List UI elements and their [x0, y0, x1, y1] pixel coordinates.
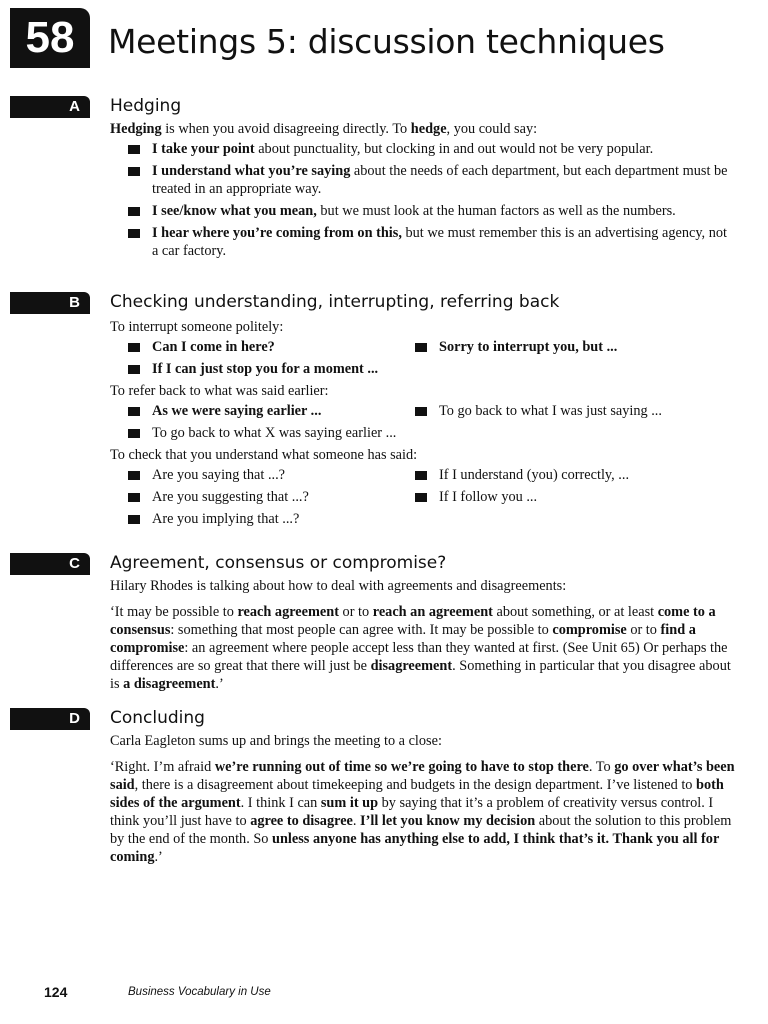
bullet-square-icon	[128, 229, 140, 238]
bullet-square-icon	[128, 471, 140, 480]
bullet-square-icon	[128, 429, 140, 438]
bullet-square-icon	[128, 493, 140, 502]
list-item: I understand what you’re saying about the needs of each department, but each department must be treated in an appropriate way.	[110, 162, 735, 198]
bullet-square-icon	[128, 167, 140, 176]
book-title: Business Vocabulary in Use	[128, 986, 271, 998]
section-c-intro: Hilary Rhodes is talking about how to deal with agreements and disagreements:	[110, 578, 567, 594]
list-item: Are you saying that ...?	[110, 466, 397, 484]
list-item: I hear where you’re coming from on this, but we must remember this is an advertising agency, not a car factory.	[110, 224, 735, 260]
bullet-square-icon	[415, 493, 427, 502]
refer-intro: To refer back to what was said earlier:	[110, 383, 329, 399]
list-item: Can I come in here?	[110, 338, 397, 356]
bullet-square-icon	[128, 407, 140, 416]
list-item: I see/know what you mean, but we must look at the human factors as well as the numbers.	[110, 202, 735, 220]
list-item: I take your point about punctuality, but clocking in and out would not be very popular.	[110, 140, 735, 158]
list-item: Are you implying that ...?	[110, 510, 727, 528]
section-b-badge: B	[10, 292, 90, 314]
section-a-heading: Hedging	[110, 96, 182, 116]
list-item: If I follow you ...	[397, 488, 727, 506]
section-b-heading: Checking understanding, interrupting, referring back	[110, 292, 560, 312]
section-d-quote: ‘Right. I’m afraid we’re running out of time so we’re going to have to stop there. To go over what’s been said, there is a disagreement about timekeeping and budgets in the design department. I’ve listened to both sides of the argument. I think I can sum it up by saying that it’s a problem of creativity versus control. I think you’ll just have to agree to disagree. I’ll let you know my decision about the solution to this problem by the end of the month. So unless anyone has anything else to add, I think that’s it. Thank you all for coming.’	[110, 759, 735, 865]
list-item: If I understand (you) correctly, ...	[397, 466, 727, 484]
bullet-square-icon	[128, 365, 140, 374]
bullet-square-icon	[128, 145, 140, 154]
section-c-heading: Agreement, consensus or compromise?	[110, 553, 447, 573]
bullet-square-icon	[415, 343, 427, 352]
bullet-square-icon	[128, 515, 140, 524]
section-c-badge: C	[10, 553, 90, 575]
unit-number-badge: 58	[10, 8, 90, 68]
list-item: If I can just stop you for a moment ...	[110, 360, 727, 378]
page-title: Meetings 5: discussion techniques	[108, 22, 665, 61]
section-d-heading: Concluding	[110, 708, 205, 728]
section-c-quote: ‘It may be possible to reach agreement or to reach an agreement about something, or at least come to a consensus: something that most people can agree with. It may be possible to compromise or to find a compromise: an agreement where people accept less than they wanted at first. (See Unit 65) Or perhaps the differences are so great that there will just be disagreement. Something in particular that you disagree about is a disagreement.’	[110, 604, 731, 692]
bullet-square-icon	[128, 207, 140, 216]
check-intro: To check that you understand what someone has said:	[110, 447, 418, 463]
list-item: As we were saying earlier ...	[110, 402, 397, 420]
page-number: 124	[44, 984, 68, 1000]
list-item: Sorry to interrupt you, but ...	[397, 338, 727, 356]
bullet-square-icon	[128, 343, 140, 352]
bullet-square-icon	[415, 407, 427, 416]
section-a-intro: Hedging is when you avoid disagreeing directly. To hedge, you could say:	[110, 121, 538, 137]
list-item: To go back to what I was just saying ...	[397, 402, 727, 420]
interrupt-intro: To interrupt someone politely:	[110, 319, 284, 335]
section-d-badge: D	[10, 708, 90, 730]
section-d-intro: Carla Eagleton sums up and brings the meeting to a close:	[110, 733, 442, 749]
list-item: To go back to what X was saying earlier ...	[110, 424, 727, 442]
list-item: Are you suggesting that ...?	[110, 488, 397, 506]
bullet-square-icon	[415, 471, 427, 480]
section-a-badge: A	[10, 96, 90, 118]
